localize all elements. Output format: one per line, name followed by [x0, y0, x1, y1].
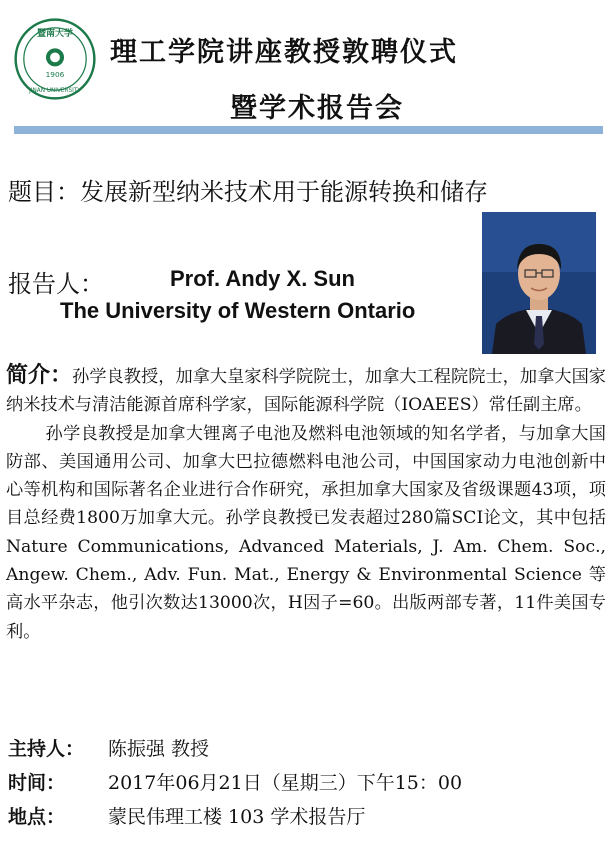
university-logo-seal: [14, 18, 96, 100]
speaker-biography: [6, 362, 606, 646]
speaker-affiliation: The University of Western Ontario: [60, 298, 416, 323]
time-row: [8, 768, 608, 795]
event-title-line2: 暨学术报告会: [230, 93, 404, 124]
host-row: [8, 734, 608, 761]
time-value: 2017年06月21日（星期三）下午15：00: [108, 772, 463, 794]
place-label: 地点：: [8, 806, 66, 828]
bio-label: 简介：: [6, 363, 73, 388]
speaker-label: 报告人：: [8, 270, 104, 298]
lecture-topic: 题目：发展新型纳米技术用于能源转换和储存: [8, 178, 488, 206]
place-row: [8, 802, 608, 829]
speaker-portrait: [482, 212, 596, 354]
svg-text:暨南大学: 暨南大学: [36, 29, 74, 40]
event-title-line1: 理工学院讲座教授敦聘仪式: [110, 37, 458, 68]
place-value: 蒙民伟理工楼 103 学术报告厅: [108, 806, 366, 828]
svg-text:1906: 1906: [45, 70, 65, 80]
bio-paragraph-1: [6, 362, 606, 420]
header-divider: [14, 126, 603, 134]
svg-text:JINAN UNIVERSITY: JINAN UNIVERSITY: [29, 87, 81, 94]
bio-paragraph-1-text: 孙学良教授，加拿大皇家科学院院士，加拿大工程院院士，加拿大国家纳米技术与清洁能源首席科学家，国际能源科学院（IOAEES）常任副主席。: [6, 367, 606, 416]
speaker-name: Prof. Andy X. Sun: [170, 266, 355, 291]
time-label: 时间：: [8, 772, 66, 794]
host-value: 陈振强 教授: [108, 738, 210, 760]
bio-paragraph-2: 孙学良教授是加拿大锂离子电池及燃料电池领域的知名学者，与加拿大国防部、美国通用公司、加拿大巴拉德燃料电池公司，中国国家动力电池创新中心等机构和国际著名企业进行合作研究，承担加拿大国家及省级课题43项，项目总经费1800万加拿大元。孙学良教授已发表超过280篇SCI论文，其中包括Nature Communications, Advanced Materials, J. Am. Chem. Soc., Angew. Chem., Adv. Fun. Mat., Energy & Environmental Science 等高水平杂志，他引次数达13000次，H因子=60。出版两部专著，11件美国专利。: [6, 423, 606, 642]
host-label: 主持人：: [8, 738, 85, 760]
